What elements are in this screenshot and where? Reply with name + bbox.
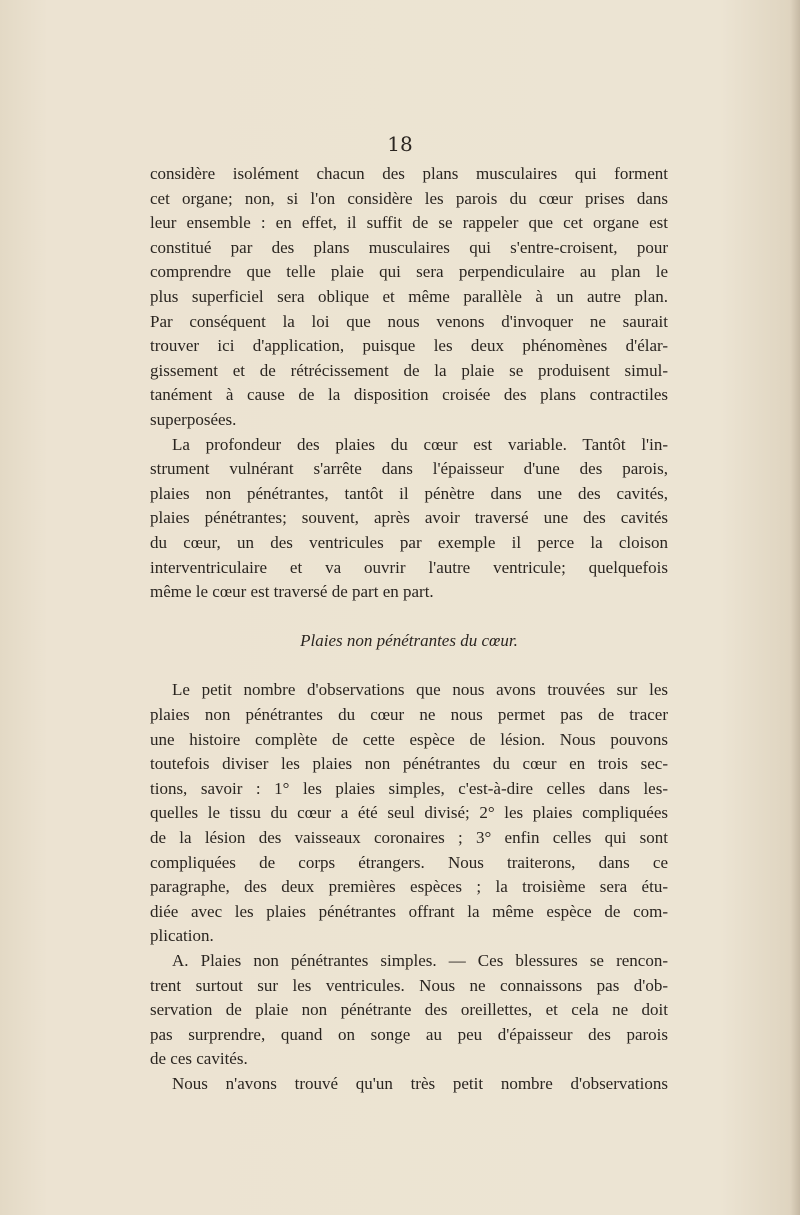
section-heading-text: Plaies non pénétrantes du cœur. (300, 631, 518, 651)
text-line: trouver ici d'application, puisque les deux phénomènes d'élar- (150, 336, 668, 356)
text-line: tions, savoir : 1° les plaies simples, c'est-à-dire celles dans les- (150, 778, 668, 798)
text-line: plaies non pénétrantes, tantôt il pénètre dans une des cavités, (150, 483, 668, 503)
text-line: constitué par des plans musculaires qui s'entre-croisent, pour (150, 237, 668, 257)
text-line: trent surtout sur les ventricules. Nous ne connaissons pas d'ob- (150, 975, 668, 995)
text-line: pas surprendre, quand on songe au peu d'épaisseur des parois (150, 1024, 668, 1044)
page-number: 18 (387, 132, 413, 156)
text-line: interventriculaire et va ouvrir l'autre ventricule; quelquefois (150, 557, 668, 577)
text-line: plaies non pénétrantes du cœur ne nous permet pas de tracer (150, 705, 668, 725)
section-heading (150, 629, 668, 654)
text-line: diée avec les plaies pénétrantes offrant la même espèce de com- (150, 901, 668, 921)
blank-line (150, 605, 668, 630)
text-line: quelles le tissu du cœur a été seul divisé; 2° les plaies compliquées (150, 803, 668, 823)
text-line: paragraphe, des deux premières espèces ; la troisième sera étu- (150, 877, 668, 897)
text-line: plication. (150, 926, 214, 946)
text-line: La profondeur des plaies du cœur est variable. Tantôt l'in- (172, 434, 668, 454)
text-line: Le petit nombre d'observations que nous avons trouvées sur les (172, 680, 668, 700)
text-line: cet organe; non, si l'on considère les parois du cœur prises dans (150, 188, 668, 208)
text-line: leur ensemble : en effet, il suffit de se rappeler que cet organe est (150, 213, 668, 233)
text-line: du cœur, un des ventricules par exemple il perce la cloison (150, 532, 668, 552)
text-line: compliquées de corps étrangers. Nous traiterons, dans ce (150, 852, 668, 872)
text-line: toutefois diviser les plaies non pénétrantes du cœur en trois sec- (150, 754, 668, 774)
text-line: Nous n'avons trouvé qu'un très petit nombre d'observations (172, 1073, 668, 1093)
text-line: une histoire complète de cette espèce de lésion. Nous pouvons (150, 729, 668, 749)
text-line: strument vulnérant s'arrête dans l'épaisseur d'une des parois, (150, 459, 668, 479)
text-line: de la lésion des vaisseaux coronaires ; 3° enfin celles qui sont (150, 828, 668, 848)
blank-line (150, 654, 668, 679)
text-line: plaies pénétrantes; souvent, après avoir traversé une des cavités (150, 508, 668, 528)
text-line: considère isolément chacun des plans musculaires qui forment (150, 164, 668, 183)
text-line: Par conséquent la loi que nous venons d'invoquer ne saurait (150, 311, 668, 331)
page-edge-shadow (790, 0, 800, 1215)
text-line: servation de plaie non pénétrante des oreillettes, et cela ne doit (150, 1000, 668, 1020)
text-line: de ces cavités. (150, 1049, 248, 1069)
text-line: A. Plaies non pénétrantes simples. — Ces blessures se rencon- (172, 951, 668, 970)
body-text (150, 162, 668, 1097)
text-line: tanément à cause de la disposition croisée des plans contractiles (150, 385, 668, 405)
text-line: plus superficiel sera oblique et même parallèle à un autre plan. (150, 286, 668, 306)
text-line: gissement et de rétrécissement de la plaie se produisent simul- (150, 360, 668, 380)
text-line: superposées. (150, 409, 237, 429)
text-line: comprendre que telle plaie qui sera perpendiculaire au plan le (150, 262, 668, 282)
text-line: même le cœur est traversé de part en part. (150, 582, 434, 602)
